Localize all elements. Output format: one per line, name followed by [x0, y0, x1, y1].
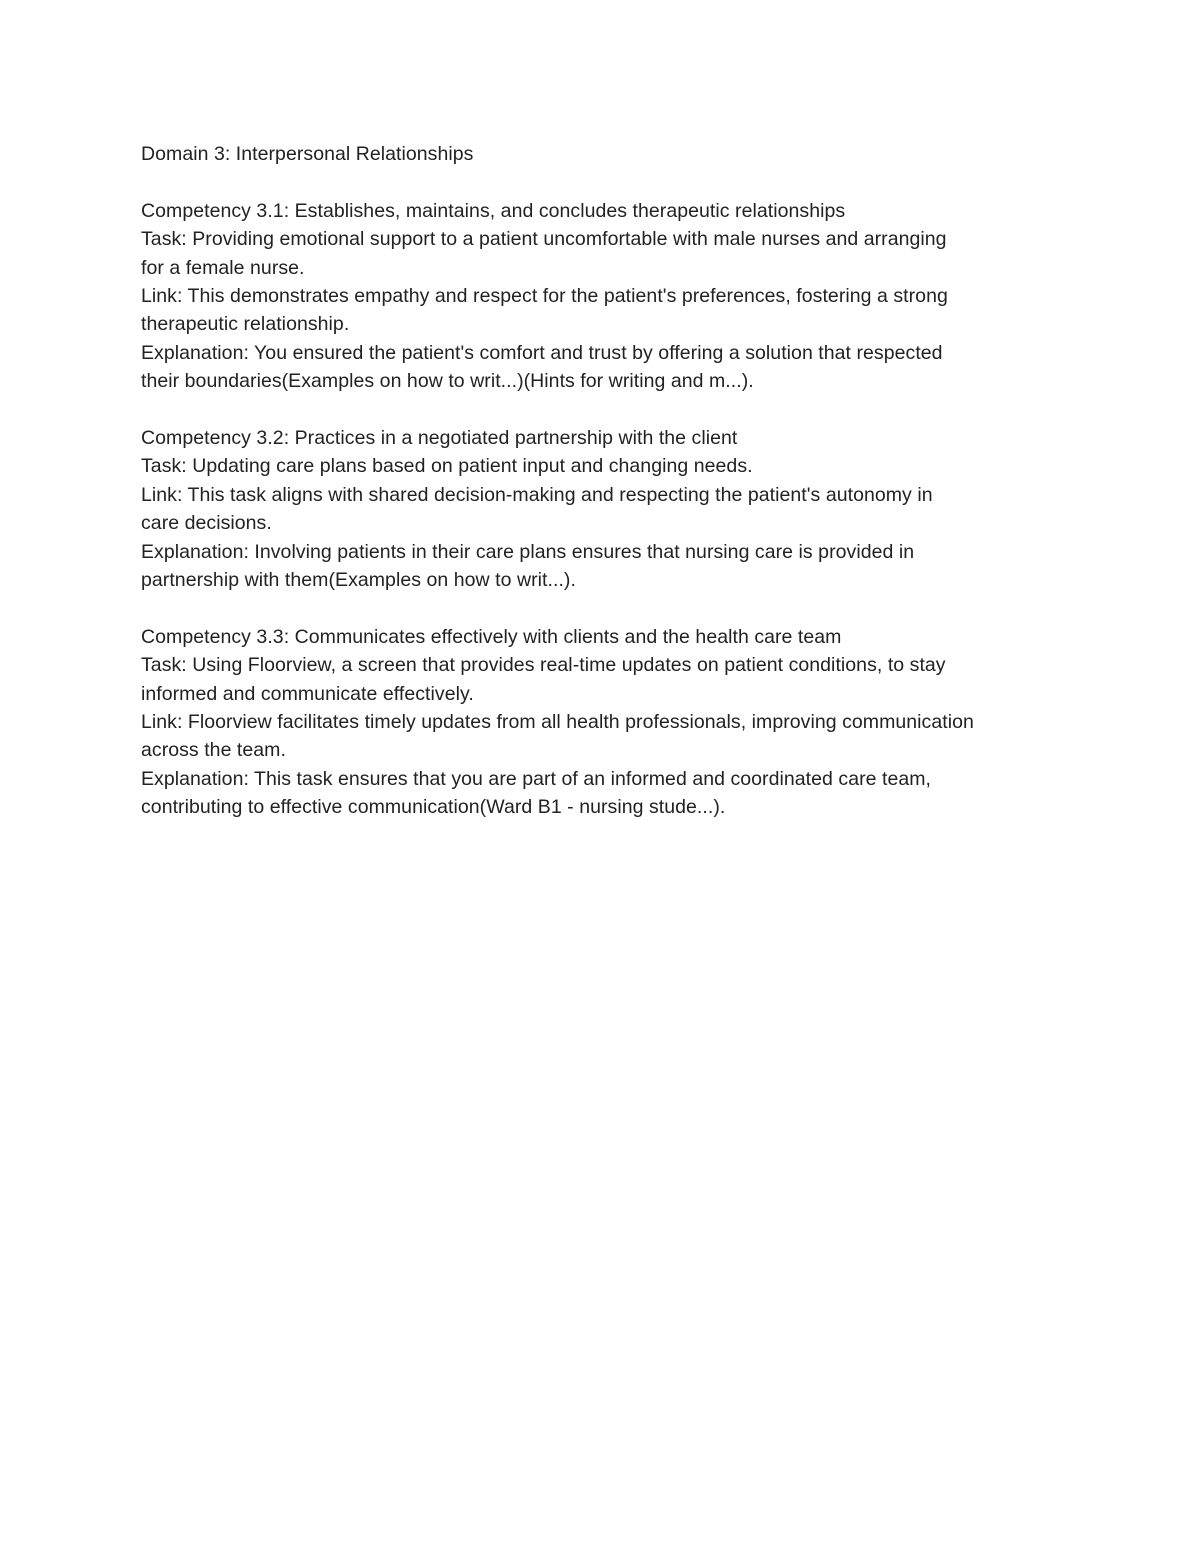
paragraph-spacer [141, 594, 1081, 622]
paragraph-spacer [141, 396, 1081, 424]
explanation-text: Explanation: This task ensures that you are part of an informed and coordinated care team, [141, 767, 932, 790]
task-text: Task: Providing emotional support to a patient uncomfortable with male nurses and arranging [141, 228, 947, 251]
competency-title: Competency 3.3: Communicates effectively with clients and the health care team [141, 625, 842, 648]
competency-title: Competency 3.1: Establishes, maintains, and concludes therapeutic relationships [141, 199, 846, 222]
explanation-text-continued: contributing to effective communication(Ward B1 - nursing stude...). [141, 796, 726, 819]
link-text-continued: across the team. [141, 739, 286, 762]
competency-section-3-1 [141, 197, 1081, 396]
task-text: Task: Using Floorview, a screen that provides real-time updates on patient conditions, to stay [141, 654, 946, 677]
link-text: Link: Floorview facilitates timely updates from all health professionals, improving communication [141, 711, 974, 734]
link-text: Link: This demonstrates empathy and respect for the patient's preferences, fostering a strong [141, 285, 948, 308]
explanation-text-continued: partnership with them(Examples on how to writ...). [141, 569, 576, 592]
competency-section-3-3 [141, 623, 1081, 822]
competency-section-3-2 [141, 424, 1081, 594]
link-text-continued: therapeutic relationship. [141, 313, 350, 336]
task-text: Task: Updating care plans based on patient input and changing needs. [141, 455, 753, 478]
document-page [141, 140, 1081, 822]
task-text-continued: informed and communicate effectively. [141, 682, 474, 705]
competency-title: Competency 3.2: Practices in a negotiated partnership with the client [141, 427, 738, 450]
paragraph-spacer [141, 168, 1081, 196]
explanation-text-continued: their boundaries(Examples on how to writ...)(Hints for writing and m...). [141, 370, 754, 393]
document-heading: Domain 3: Interpersonal Relationships [141, 143, 474, 165]
link-text-continued: care decisions. [141, 512, 272, 535]
explanation-text: Explanation: Involving patients in their care plans ensures that nursing care is provided in [141, 540, 915, 563]
link-text: Link: This task aligns with shared decision-making and respecting the patient's autonomy in [141, 483, 933, 506]
explanation-text: Explanation: You ensured the patient's comfort and trust by offering a solution that respected [141, 341, 943, 364]
task-text-continued: for a female nurse. [141, 256, 305, 279]
